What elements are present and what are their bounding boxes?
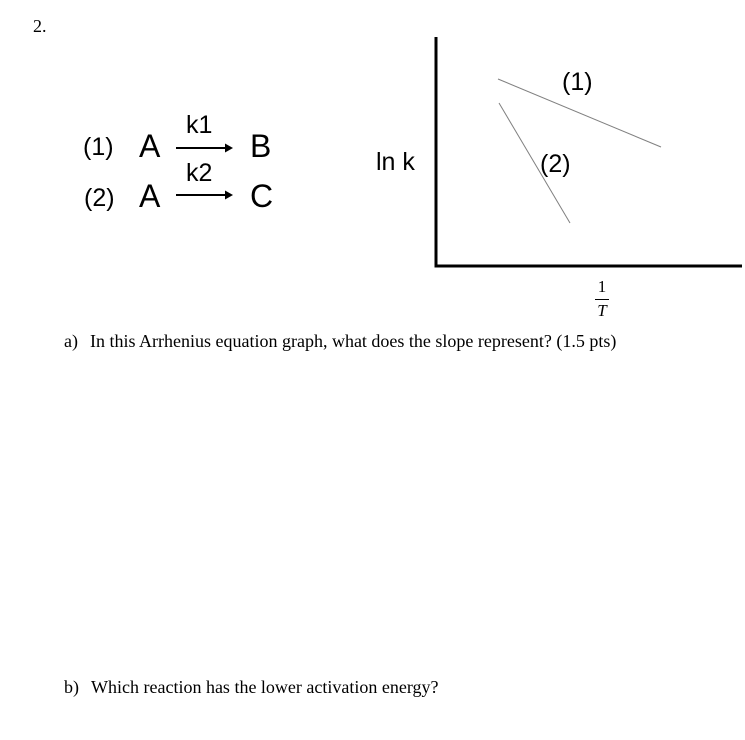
fraction-bar [595, 299, 609, 300]
line-2-label: (2) [540, 150, 571, 178]
reaction-1-arrow-icon [176, 143, 234, 153]
reaction-2-product: C [250, 178, 274, 214]
reaction-1-product: B [250, 128, 272, 164]
question-b [64, 677, 439, 698]
question-number: 2. [33, 16, 47, 36]
question-a [64, 331, 616, 352]
x-axis-numerator: 1 [597, 277, 607, 296]
reaction-2-label: (2) [84, 184, 115, 212]
x-axis-label [589, 278, 615, 320]
reaction-1-rate-constant: k1 [186, 111, 213, 139]
y-axis-label: ln k [376, 148, 415, 176]
question-a-text: In this Arrhenius equation graph, what does the slope represent? (1.5 pts) [89, 331, 617, 351]
line-1-label: (1) [562, 68, 593, 96]
question-a-letter: a) [64, 331, 78, 351]
arrhenius-graph [370, 30, 745, 270]
reaction-2-reactant: A [139, 178, 161, 214]
reaction-2-rate-constant: k2 [186, 159, 213, 187]
question-b-letter: b) [64, 677, 79, 697]
question-b-text: Which reaction has the lower activation energy? [91, 677, 439, 697]
reaction-1-label: (1) [83, 133, 114, 161]
reaction-2-arrow-icon [176, 190, 234, 200]
reaction-1-reactant: A [139, 128, 161, 164]
x-axis-denominator: T [597, 301, 607, 320]
